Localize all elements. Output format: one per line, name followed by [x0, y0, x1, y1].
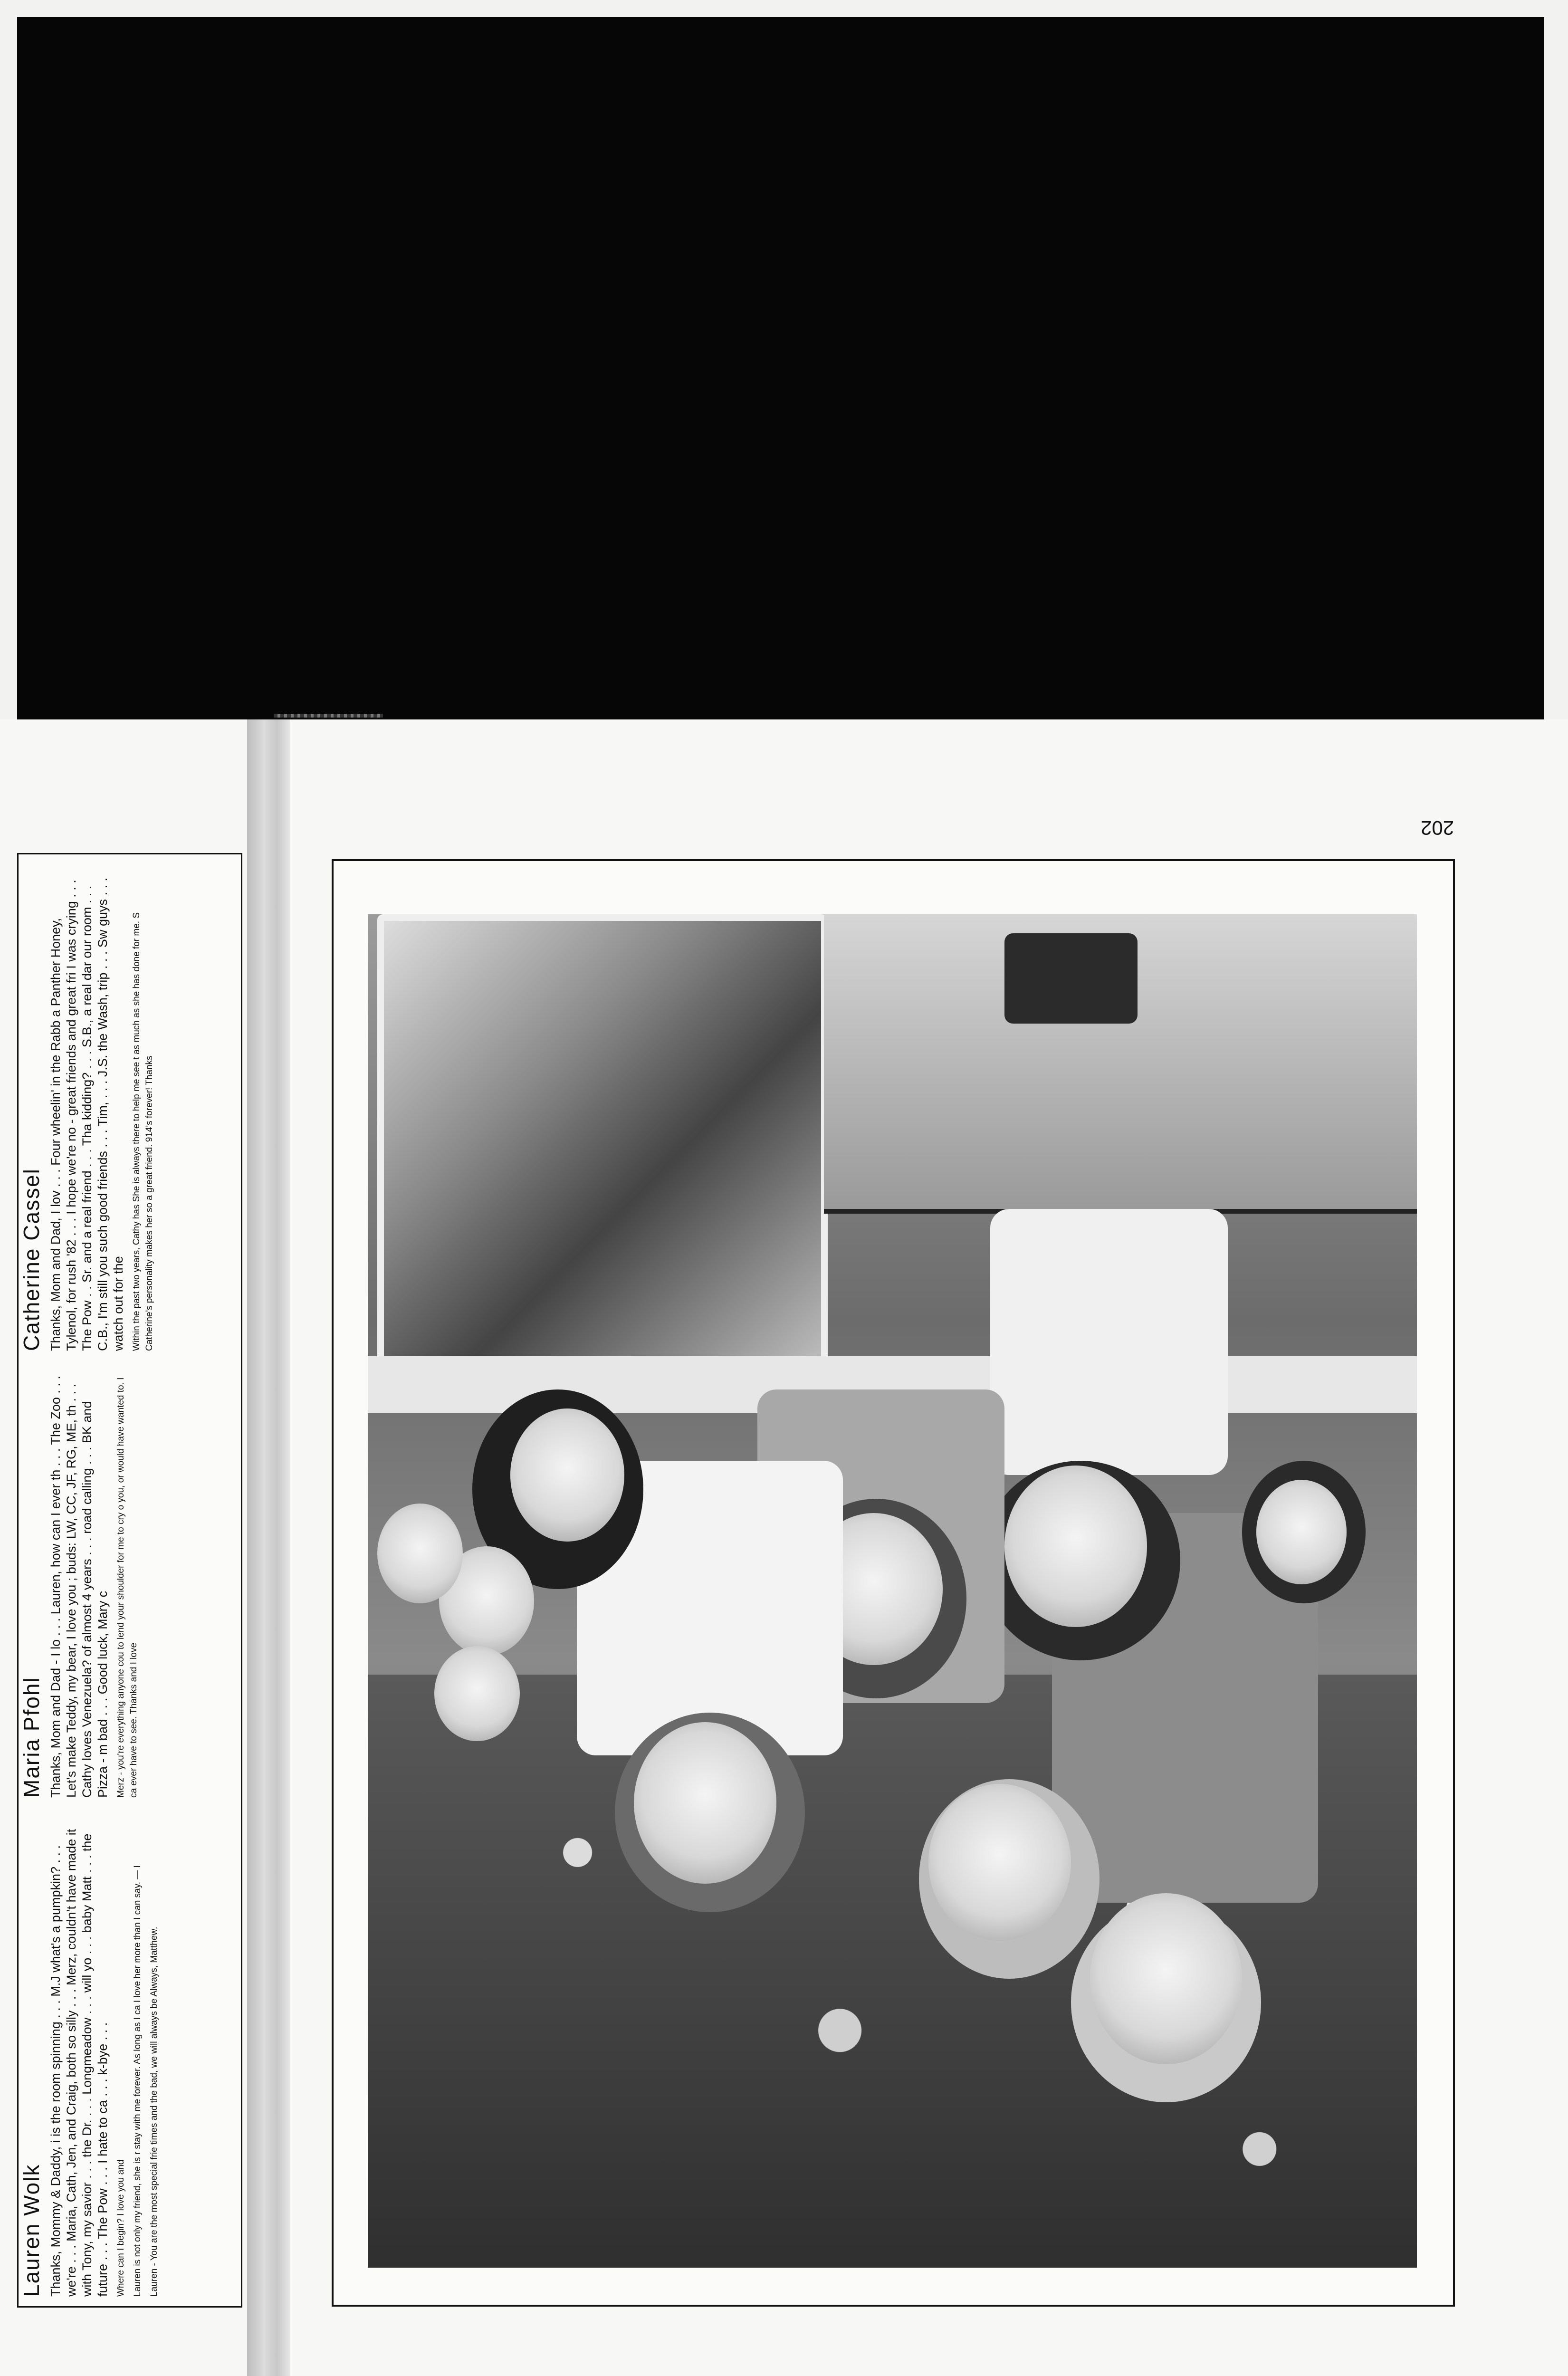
tribute-paragraph: Thanks, Mommy & Daddy, i is the room spinning . . . M.J what's a pumpkin? . . . we're . . . Maria, Cath, Jen, and Craig, both so silly . . . Merz, couldn't have made it with Tony, my savior . . . the Dr. . . . Longmeadow . . . will yo . . . baby Matt . . . the future . . . The Pow . . . I hate to ca . . . k-bye . . .	[48, 1829, 110, 2297]
page-number: 202	[1421, 817, 1454, 839]
person-face	[928, 1784, 1071, 1941]
tribute-column-lauren-wolk	[19, 1817, 241, 2297]
student-name: Catherine Cassel	[19, 1168, 44, 1351]
person-face	[1090, 1893, 1242, 2064]
person-face	[1256, 1480, 1347, 1584]
tribute-column-catherine-cassel	[19, 876, 241, 1351]
student-name: Lauren Wolk	[19, 2164, 44, 2297]
tribute-note: Where can I begin? I love you and	[116, 2159, 126, 2297]
tribute-note: Lauren is not only my friend, she is r stay with me forever. As long as I ca I love her more than I can say. — I	[133, 1865, 143, 2297]
tribute-columns	[19, 864, 241, 2297]
page-edge-strip	[274, 714, 383, 718]
tribute-column-maria-pfohl	[19, 1370, 241, 1798]
car-side-mirror	[1004, 933, 1138, 1024]
group-photo	[368, 914, 1417, 2268]
scanner-background	[17, 17, 1544, 719]
person-face	[377, 1504, 463, 1603]
tribute-paragraph: Thanks, Mom and Dad, I lov . . . Four wheelin' in the Rabb a Panther Honey, Tylenol, for rush '82 . . . I hope we're no - great friends and great fri I was crying . . . The Pow . . Sr. and a real friend . . . Tha kidding? . . . S.B., a real dar our room . . . C.B., I'm still you such good friends . . . Tim, . . . J.S. the Wash, trip . . . Sw guys . . . watch out for the	[48, 878, 125, 1351]
student-name: Maria Pfohl	[19, 1677, 44, 1798]
tribute-note: Lauren - You are the most special frie times and the bad, we will always be Always, Matthew.	[149, 1926, 159, 2297]
person-face	[1004, 1466, 1147, 1627]
person-face	[634, 1722, 776, 1884]
person-face	[510, 1408, 624, 1542]
photo-frame	[332, 859, 1455, 2307]
senior-tribute-text-box	[17, 853, 242, 2308]
tribute-note: Within the past two years, Cathy has She is always there to help me see t as much as she has done for me. S Catherine's personality makes her so a great friend. 914's forever! Thanks	[132, 912, 154, 1351]
tribute-paragraph: Thanks, Mom and Dad - I lo . . . Lauren, how can I ever th . . . The Zoo . . . Let's make Teddy, my bear, I love you ; buds: LW, CC, JF, RG, ME, th . . . Cathy loves Venezuela? of almost 4 years . . . road calling . . . BK and Pizza - m bad . . . Good luck, Mary c	[48, 1376, 110, 1798]
person-face	[434, 1646, 520, 1741]
car-windshield	[377, 914, 828, 1370]
tribute-note: Merz - you're everything anyone cou to lend your shoulder for me to cry o you, or would have wanted to. I ca ever have to see. Thanks and I love	[116, 1377, 139, 1798]
person-sweater	[990, 1209, 1228, 1475]
book-spine	[247, 719, 290, 2376]
